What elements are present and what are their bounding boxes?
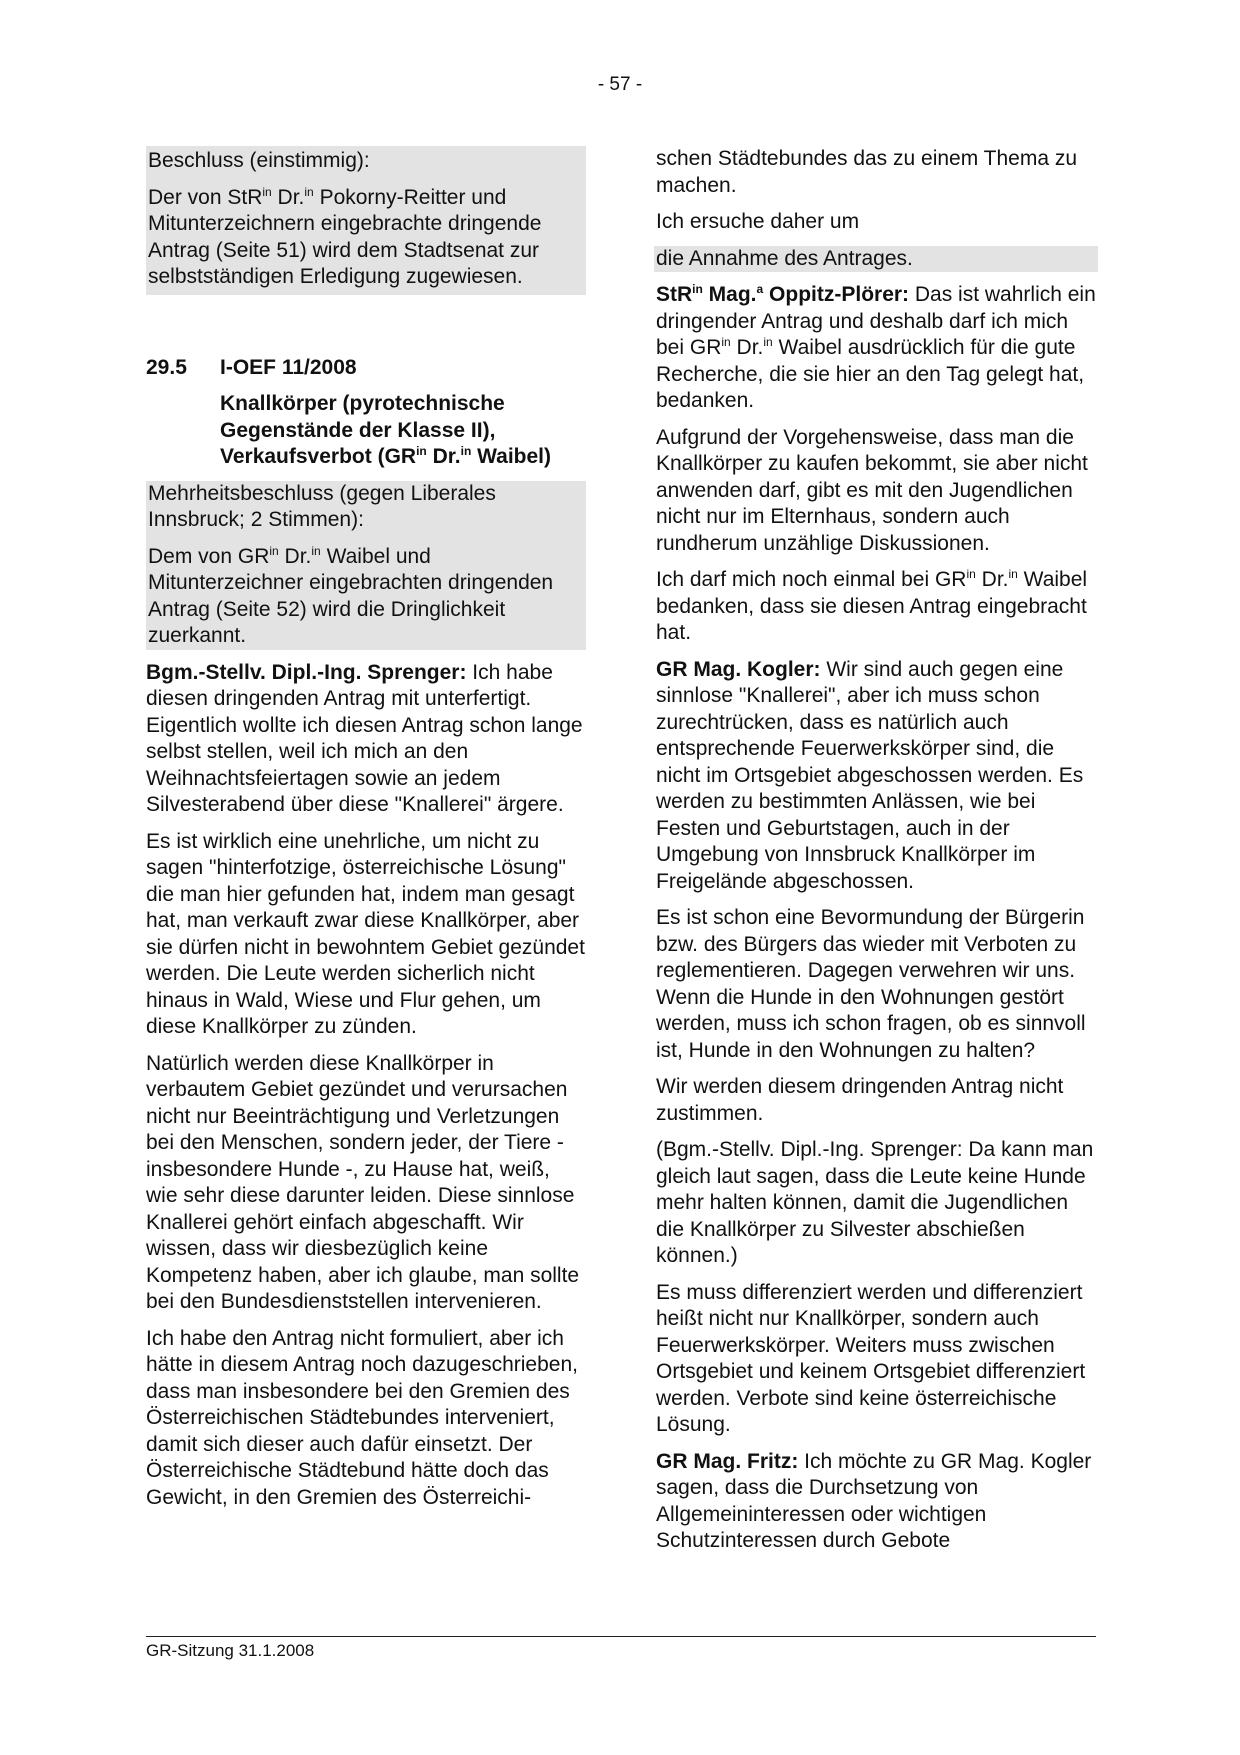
agenda-item-number: 29.5	[146, 355, 187, 379]
resolution-block-1	[146, 146, 586, 295]
resolution-1-heading: Beschluss (einstimmig):	[148, 149, 370, 172]
paragraph: schen Städtebundes das zu einem Thema zu machen.	[656, 147, 1078, 197]
speaker-name: StR$^{in}$ Mag.$^a$ Oppitz-Plörer:	[656, 282, 910, 306]
motion-request-highlight: die Annahme des Antrages.	[654, 246, 1098, 273]
page-number: - 57 -	[597, 74, 643, 95]
footer-divider	[146, 1636, 1096, 1637]
agenda-item-code: I-OEF 11/2008	[220, 355, 357, 379]
paragraph: Ich ersuche daher um	[656, 210, 860, 233]
speech-fritz: GR Mag. Fritz: Ich möchte zu GR Mag. Kogler sagen, dass die Durchsetzung von Allgemeininteressen oder wichtigen Schutzinteressen durch Gebote	[656, 1449, 1092, 1552]
left-column	[146, 146, 586, 1521]
resolution-2-heading: Mehrheitsbeschluss (gegen Liberales Innsbruck; 2 Stimmen):	[148, 481, 496, 531]
speech-kogler: GR Mag. Kogler: Wir sind auch gegen eine sinnlose "Knallerei", aber ich muss schon zurechtrücken, dass es natürlich auch entsprechende Feuerwerkskörper sind, die nicht im Ortsgebiet abgeschossen werden. Es werden zu bestimmten Anlässen, wie bei Festen und Geburtstagen, auch in der Umgebung von Innsbruck Knallkörper im Freigelände abgeschossen.	[656, 657, 1084, 893]
paragraph: Ich darf mich noch einmal bei $GR^{in}$ Dr.$^{in}$ Waibel bedanken, dass sie diesen Antrag eingebracht hat.	[656, 567, 1088, 644]
resolution-block-2	[146, 481, 586, 650]
resolution-2-text: Dem von $GR^{in}$ Dr.$^{in}$ Waibel und Mitunterzeichner eingebrachten dringenden Antrag (Seite 52) wird die Dringlichkeit zuerkannt.	[148, 543, 554, 647]
speech-sprenger: Bgm.-Stellv. Dipl.-Ing. Sprenger: Ich habe diesen dringenden Antrag mit unterfertigt. Eigentlich wollte ich diesen Antrag schon lange selbst stellen, weil ich mich an den Weihnachtsfeiertagen sowie an jedem Silvesterabend über diese "Knallerei" ärgere.	[146, 660, 583, 816]
paragraph: Natürlich werden diese Knallkörper in verbautem Gebiet gezündet und verursachen nicht nur Beeinträchtigung und Verletzungen bei den Menschen, sondern jeder, der Tiere - insbesondere Hunde -, zu Hause hat, weiß, wie sehr diese darunter leiden. Diese sinnlose Knallerei gehört einfach abgeschafft. Wir wissen, dass wir diesbezüglich keine Kompetenz haben, aber ich glaube, man sollte bei den Bundesdienststellen intervenieren.	[146, 1051, 580, 1313]
paragraph: Es muss differenziert werden und differenziert heißt nicht nur Knallkörper, sondern auch Feuerwerkskörper. Weiters muss zwischen Ortsgebiet und keinem Ortsgebiet differenziert werden. Verbote sind keine österreichische Lösung.	[656, 1280, 1086, 1436]
paragraph: Es ist schon eine Bevormundung der Bürgerin bzw. des Bürgers das wieder mit Verboten zu reglementieren. Dagegen verwehren wir uns. Wenn die Hunde in den Wohnungen gestört werden, muss ich schon fragen, ob es sinnvoll ist, Hunde in den Wohnungen zu halten?	[656, 906, 1086, 1062]
right-column	[656, 146, 1096, 1565]
paragraph: Wir werden diesem dringenden Antrag nicht zustimmen.	[656, 1075, 1064, 1125]
speaker-name: Bgm.-Stellv. Dipl.-Ing. Sprenger:	[146, 660, 467, 684]
resolution-1-text: Der von StR$^{in}$ Dr.$^{in}$ Pokorny-Reitter und Mitunterzeichnern eingebrachte dringende Antrag (Seite 51) wird dem Stadtsenat zur selbstständigen Erledigung zugewiesen.	[148, 184, 542, 288]
speaker-name: GR Mag. Kogler:	[656, 657, 821, 681]
agenda-item-heading	[146, 355, 586, 382]
paragraph: Ich habe den Antrag nicht formuliert, aber ich hätte in diesem Antrag noch dazugeschrieben, dass man insbesondere bei den Gremien des Österreichischen Städtebundes interveniert, damit sich dieser auch dafür einsetzt. Der Österreichische Städtebund hätte doch das Gewicht, in den Gremien des Österreichi-	[146, 1326, 578, 1509]
speech-oppitz-ploerer: StR$^{in}$ Mag.$^a$ Oppitz-Plörer: Das ist wahrlich ein dringender Antrag und deshalb darf ich mich bei $GR^{in}$ Dr.$^{in}$ Waibel ausdrücklich für die gute Recherche, die sie hier an den Tag gelegt hat, bedanken.	[656, 282, 1096, 412]
interjection: (Bgm.-Stellv. Dipl.-Ing. Sprenger: Da kann man gleich laut sagen, dass die Leute keine Hunde mehr halten können, damit die Jugendlichen die Knallkörper zu Silvester abschießen können.)	[656, 1138, 1094, 1267]
agenda-item-title: Knallkörper (pyrotechnische Gegenstände der Klasse II), Verkaufsverbot ($GR^{in}$ Dr.$^{in}$ Waibel)	[220, 392, 552, 468]
paragraph: Aufgrund der Vorgehensweise, dass man die Knallkörper zu kaufen bekommt, sie aber nicht anwenden darf, gibt es mit den Jugendlichen nicht nur im Elternhaus, sondern auch rundherum unzählige Diskussionen.	[656, 425, 1088, 555]
footer-session-date: GR-Sitzung 31.1.2008	[146, 1641, 315, 1660]
paragraph: Es ist wirklich eine unehrliche, um nicht zu sagen "hinterfotzige, österreichische Lösung" die man hier gefunden hat, indem man gesagt hat, man verkauft zwar diese Knallkörper, aber sie dürfen nicht in bewohntem Gebiet gezündet werden. Die Leute werden sicherlich nicht hinaus in Wald, Wiese und Flur gehen, um diese Knallkörper zu zünden.	[146, 829, 585, 1038]
speaker-name: GR Mag. Fritz:	[656, 1449, 799, 1473]
